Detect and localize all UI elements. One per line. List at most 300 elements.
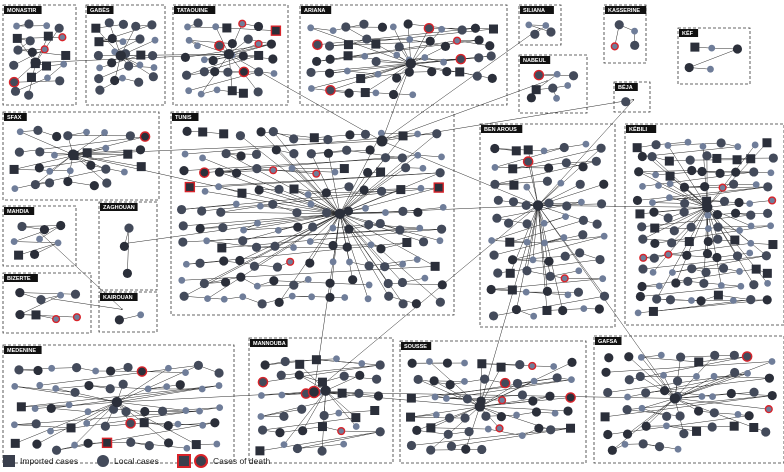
local-case <box>232 168 241 177</box>
local-case <box>295 370 304 379</box>
link <box>482 364 532 366</box>
link <box>488 429 522 436</box>
imported-case <box>712 154 721 163</box>
local-case <box>257 413 264 420</box>
local-case <box>182 127 191 136</box>
local-case <box>746 295 755 304</box>
local-case <box>221 296 228 303</box>
local-case <box>615 20 624 29</box>
imported-case <box>650 224 659 233</box>
local-case <box>290 244 297 251</box>
local-case <box>698 393 705 400</box>
imported-case <box>512 146 521 155</box>
local-case <box>656 283 663 290</box>
link <box>265 360 316 365</box>
local-case <box>15 148 24 157</box>
imported-death-case <box>185 183 194 192</box>
local-case <box>421 275 428 282</box>
local-case <box>532 407 541 416</box>
local-case <box>560 143 569 152</box>
local-case <box>395 42 404 51</box>
local-case <box>48 365 55 372</box>
local-case <box>47 404 56 413</box>
imported-case <box>477 359 486 368</box>
local-case <box>269 127 278 136</box>
local-case <box>444 430 453 439</box>
local-case <box>35 163 44 172</box>
local-case <box>57 292 64 299</box>
link <box>273 170 335 172</box>
imported-case <box>289 185 298 194</box>
hub-case <box>702 202 712 212</box>
local-case <box>177 205 186 214</box>
imported-case <box>192 440 201 449</box>
local-case <box>60 61 67 68</box>
local-case <box>163 383 170 390</box>
hub-case <box>116 50 126 60</box>
local-case <box>744 370 751 377</box>
link <box>347 150 403 158</box>
local-case <box>519 432 526 439</box>
local-case <box>110 76 119 85</box>
link <box>322 391 326 451</box>
local-case <box>568 376 575 383</box>
local-case <box>544 199 553 208</box>
region-label: ARIANA <box>304 8 326 15</box>
imported-case <box>399 131 408 140</box>
local-case <box>680 207 689 216</box>
local-case <box>733 251 742 260</box>
region-label: MONASTIR <box>7 8 37 15</box>
imported-case <box>310 133 319 142</box>
local-case <box>398 153 407 162</box>
local-case <box>308 201 315 208</box>
region-label: TUNIS <box>175 115 192 122</box>
imported-case <box>42 62 51 71</box>
link <box>365 64 411 93</box>
local-case <box>238 236 247 245</box>
local-case <box>413 208 422 217</box>
imported-case <box>31 310 40 319</box>
local-case <box>522 201 531 210</box>
local-case <box>180 292 189 301</box>
imported-case <box>295 360 304 369</box>
imported-case <box>198 127 207 136</box>
local-case <box>326 55 335 64</box>
local-case <box>438 26 445 33</box>
local-case <box>650 254 659 263</box>
local-case <box>52 132 61 141</box>
local-case <box>210 67 219 76</box>
local-case <box>574 288 583 297</box>
local-case <box>134 78 143 87</box>
local-case <box>409 91 416 98</box>
local-case <box>686 156 695 165</box>
region-mannouba <box>249 338 393 463</box>
link <box>314 135 350 138</box>
local-case <box>148 51 157 60</box>
local-case <box>712 253 721 262</box>
local-case <box>365 295 372 302</box>
local-case <box>182 407 189 414</box>
local-case <box>701 268 710 277</box>
link <box>446 398 502 400</box>
link <box>311 150 370 154</box>
local-case <box>460 413 469 422</box>
local-case <box>325 41 334 50</box>
local-case <box>493 268 502 277</box>
local-case <box>652 294 661 303</box>
local-case <box>106 384 115 393</box>
local-case <box>631 28 638 35</box>
imported-case <box>237 189 246 198</box>
local-case <box>108 34 117 43</box>
local-case <box>544 257 553 266</box>
local-case <box>660 372 667 379</box>
local-case <box>623 405 632 414</box>
local-case <box>33 366 42 375</box>
local-case <box>254 22 263 31</box>
local-case <box>554 71 561 78</box>
local-case <box>639 183 646 190</box>
local-case <box>202 188 209 195</box>
imported-case <box>338 389 347 398</box>
local-case <box>274 185 283 194</box>
local-case <box>700 182 709 191</box>
imported-case <box>768 240 777 249</box>
imported-case <box>692 427 701 436</box>
link <box>652 203 684 204</box>
local-case <box>281 357 290 366</box>
local-case <box>175 421 182 428</box>
local-case <box>426 358 433 365</box>
local-case <box>704 237 713 246</box>
local-case <box>102 145 109 152</box>
imported-death-case <box>434 183 443 192</box>
link <box>656 142 688 145</box>
local-case <box>293 222 302 231</box>
local-case <box>46 168 53 175</box>
local-case <box>183 261 190 268</box>
local-case <box>66 401 73 408</box>
local-case <box>136 145 145 154</box>
imported-case <box>633 143 642 152</box>
local-death-case <box>640 254 647 261</box>
local-case <box>727 389 736 398</box>
local-death-case <box>10 78 19 87</box>
local-case <box>637 222 646 231</box>
local-case <box>193 18 202 27</box>
hub-case <box>533 200 543 210</box>
local-case <box>328 241 337 250</box>
local-case <box>36 236 43 243</box>
local-case <box>552 410 559 417</box>
local-death-case <box>270 167 277 174</box>
local-case <box>488 237 495 244</box>
local-death-case <box>424 24 433 33</box>
imported-case <box>318 378 327 387</box>
local-case <box>345 130 354 139</box>
case-nodes <box>9 18 778 455</box>
local-case <box>621 97 630 106</box>
region-label: KASSERINE <box>608 8 641 15</box>
local-case <box>45 178 54 187</box>
imported-case <box>431 262 440 271</box>
local-case <box>28 48 37 57</box>
local-case <box>355 371 364 380</box>
local-case <box>55 239 62 246</box>
local-case <box>638 354 645 361</box>
imported-case <box>524 145 533 154</box>
local-case <box>763 295 772 304</box>
local-case <box>90 181 99 190</box>
local-case <box>214 86 221 93</box>
local-case <box>372 57 381 66</box>
local-case <box>194 42 201 49</box>
local-death-case <box>611 43 618 50</box>
local-case <box>11 87 20 96</box>
local-case <box>663 422 670 429</box>
imported-case <box>83 148 92 157</box>
local-case <box>199 386 206 393</box>
local-case <box>639 405 646 412</box>
local-case <box>745 411 754 420</box>
local-case <box>31 180 40 189</box>
local-case <box>608 446 617 455</box>
link <box>408 24 462 30</box>
local-death-case <box>765 406 772 413</box>
imported-case <box>763 269 772 278</box>
local-case <box>441 42 450 51</box>
imported-case <box>566 424 575 433</box>
local-case <box>198 91 205 98</box>
local-case <box>736 227 743 234</box>
local-case <box>546 27 555 36</box>
local-case <box>182 71 191 80</box>
imported-case <box>508 164 517 173</box>
local-case <box>83 420 90 427</box>
local-case <box>508 255 517 264</box>
local-case <box>11 238 18 245</box>
region-label: GABÈS <box>90 8 110 15</box>
local-case <box>534 424 543 433</box>
local-case <box>120 38 127 45</box>
local-case <box>548 83 557 92</box>
local-case <box>119 20 128 29</box>
local-case <box>158 407 167 416</box>
local-case <box>518 390 527 399</box>
local-case <box>164 438 173 447</box>
imported-case <box>426 423 435 432</box>
local-case <box>179 221 188 230</box>
local-case <box>481 412 490 421</box>
local-case <box>258 425 267 434</box>
local-case <box>24 91 33 100</box>
link <box>538 205 547 291</box>
local-death-case <box>326 86 335 95</box>
local-case <box>235 256 244 265</box>
local-death-case <box>524 157 533 166</box>
imported-case <box>254 51 263 60</box>
local-case <box>546 425 555 434</box>
local-case <box>344 225 353 234</box>
local-case <box>414 152 421 159</box>
local-case <box>575 267 582 274</box>
local-case <box>236 151 245 160</box>
inter-region-link <box>480 205 538 406</box>
local-case <box>553 95 560 102</box>
link <box>666 426 712 427</box>
region-box <box>249 338 393 463</box>
local-case <box>567 358 576 367</box>
link <box>418 155 442 157</box>
link <box>317 56 365 61</box>
local-case <box>13 23 20 30</box>
local-case <box>408 359 417 368</box>
mannouba-hub-case <box>309 387 320 398</box>
local-case <box>268 200 277 209</box>
local-case <box>765 374 774 383</box>
local-death-case <box>496 425 503 432</box>
local-case <box>254 283 261 290</box>
local-case <box>473 72 482 81</box>
link <box>188 27 227 28</box>
local-case <box>354 389 363 398</box>
link <box>495 181 547 184</box>
local-case <box>596 144 605 153</box>
local-case <box>749 388 758 397</box>
local-case <box>307 24 314 31</box>
imported-case <box>312 355 321 364</box>
local-case <box>51 152 58 159</box>
local-case <box>15 310 24 319</box>
local-case <box>541 148 548 155</box>
local-case <box>200 67 209 76</box>
region-label: MEDENINE <box>7 348 37 355</box>
link <box>655 228 709 229</box>
local-case <box>195 259 204 268</box>
local-case <box>414 375 423 384</box>
local-case <box>203 237 210 244</box>
local-case <box>258 392 265 399</box>
local-case <box>443 358 452 367</box>
local-case <box>685 63 694 72</box>
local-death-case <box>239 20 246 27</box>
imported-case <box>714 291 723 300</box>
link <box>431 428 488 429</box>
local-case <box>258 299 267 308</box>
region-label: NABEUL <box>523 58 546 65</box>
local-case <box>578 199 585 206</box>
imported-case <box>509 181 518 190</box>
imported-death-case <box>103 438 112 447</box>
local-case <box>14 365 23 374</box>
local-case <box>152 37 159 44</box>
local-case <box>366 145 375 154</box>
local-case <box>181 53 190 62</box>
region-label: SOUSSE <box>404 344 427 351</box>
local-case <box>407 441 416 450</box>
local-case <box>308 293 315 300</box>
local-case <box>583 141 590 148</box>
local-case <box>32 440 41 449</box>
local-case <box>201 56 208 63</box>
local-case <box>530 30 539 39</box>
local-death-case <box>255 41 262 48</box>
local-case <box>550 363 557 370</box>
imported-case <box>497 363 506 372</box>
legend-death-label: Cases of death <box>213 456 271 466</box>
local-case <box>278 392 285 399</box>
local-case <box>595 255 604 264</box>
imported-case <box>665 157 674 166</box>
local-case <box>702 151 711 160</box>
super-spreader-case <box>377 136 388 147</box>
local-case <box>515 360 524 369</box>
local-case <box>164 421 173 430</box>
local-case <box>389 90 398 99</box>
local-case <box>364 220 373 229</box>
local-case <box>374 391 383 400</box>
link <box>14 425 71 428</box>
local-case <box>652 171 659 178</box>
local-case <box>9 61 18 70</box>
link <box>688 281 741 286</box>
local-case <box>233 201 240 208</box>
local-case <box>102 178 111 187</box>
link <box>340 133 381 214</box>
local-case <box>178 237 187 246</box>
local-case <box>601 233 608 240</box>
local-case <box>761 427 770 436</box>
local-case <box>305 258 314 267</box>
local-case <box>382 209 389 216</box>
local-case <box>749 280 758 289</box>
local-case <box>17 128 24 135</box>
local-death-case <box>454 37 461 44</box>
local-case <box>443 395 450 402</box>
local-case <box>86 161 95 170</box>
local-case <box>341 294 348 301</box>
local-case <box>223 68 232 77</box>
local-case <box>32 419 41 428</box>
local-case <box>11 185 18 192</box>
local-death-case <box>258 378 267 387</box>
local-case <box>635 309 642 316</box>
local-case <box>480 375 489 384</box>
imported-case <box>27 73 36 82</box>
local-case <box>730 297 737 304</box>
local-death-case <box>338 428 345 435</box>
local-case <box>244 35 253 44</box>
local-case <box>197 206 206 215</box>
local-case <box>384 292 393 301</box>
local-case <box>666 194 673 201</box>
local-case <box>487 285 496 294</box>
local-case <box>747 240 754 247</box>
local-case <box>542 22 549 29</box>
local-case <box>749 167 758 176</box>
region-label: KÉBILI <box>629 127 648 134</box>
local-case <box>733 44 742 53</box>
imported-case <box>690 43 699 52</box>
link <box>538 184 580 205</box>
hub-case <box>335 209 345 219</box>
local-case <box>147 20 156 29</box>
local-case <box>212 23 219 30</box>
local-case <box>530 256 537 263</box>
link <box>15 386 117 402</box>
